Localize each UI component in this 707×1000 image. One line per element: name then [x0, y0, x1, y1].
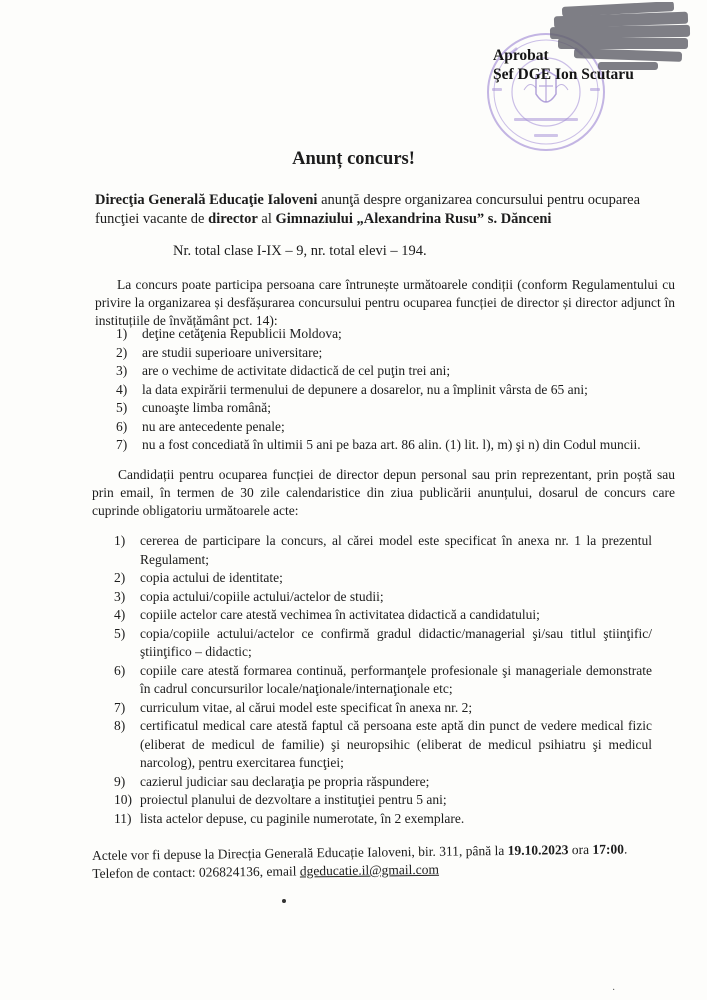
- organization-name: Direcţia Generală Educaţie Ialoveni: [95, 192, 318, 208]
- list-item-number: 9): [114, 773, 126, 789]
- list-item: [114, 699, 652, 718]
- conditions-list: [116, 325, 686, 455]
- list-item-number: 6): [114, 662, 126, 678]
- scan-mark: ·: [612, 985, 616, 996]
- footer-text-2: ora: [568, 841, 593, 858]
- list-item: [116, 436, 686, 455]
- documents-list: [114, 532, 652, 828]
- list-item-number: 1): [114, 533, 126, 548]
- email-label: , email: [259, 863, 300, 879]
- list-item-text: cererea de participare la concurs, al cărei model este specificat în anexa nr. 1 la prezentul Regulament;: [140, 533, 652, 567]
- list-item-text: are o vechime de activitate didactică de cel puţin trei ani;: [142, 363, 451, 378]
- footer-text-3: .: [623, 841, 628, 857]
- email-link[interactable]: dgeducatie.il@gmail.com: [299, 861, 440, 879]
- documents-intro: Candidații pentru ocuparea funcției de director depun personal sau prin reprezentant, prin poștă sau prin email, în termen de 30 zile calendaristice din ziua publicării anunțului, dosarul de concurs care cuprinde obligatoriu următoarele acte:: [92, 467, 675, 518]
- list-item-text: nu are antecedente penale;: [142, 418, 285, 434]
- list-item-text: deţine cetăţenia Republicii Moldova;: [142, 326, 342, 341]
- list-item: [116, 418, 686, 437]
- list-item: [116, 325, 686, 344]
- list-item-text: cunoaşte limba română;: [142, 400, 271, 415]
- list-item: [116, 362, 686, 381]
- list-item: [116, 381, 686, 400]
- ink-dot: [282, 899, 286, 903]
- list-item-number: 1): [116, 326, 128, 341]
- list-item-number: 11): [114, 810, 132, 826]
- list-item-number: 2): [116, 344, 128, 360]
- list-item: [114, 569, 652, 588]
- list-item: [114, 662, 652, 699]
- list-item-number: 5): [114, 625, 126, 641]
- list-item-number: 5): [116, 400, 128, 415]
- phone-label: Telefon de contact:: [92, 864, 200, 881]
- approval-signatory: Şef DGE Ion Scutaru: [493, 66, 634, 83]
- list-item: [114, 791, 652, 810]
- list-item-text: lista actelor depuse, cu paginile numerotate, în 2 exemplare.: [140, 810, 465, 826]
- list-item: [114, 773, 652, 792]
- list-item-text: certificatul medical care atestă faptul că persoana este aptă din punct de vedere medical fizic (eliberat de medicul de familie) şi neuropsihic (eliberat de medicul psihiatru şi medicul narcolog), pentru exercitarea funcţiei;: [140, 718, 652, 770]
- list-item-number: 7): [114, 699, 126, 715]
- approval-block: [493, 46, 634, 84]
- footer-text-1: Actele vor fi depuse la Direcția Generală Educație Ialoveni, bir. 311, până la: [92, 842, 508, 863]
- list-item-text: copiile care atestă formarea continuă, performanţele profesionale şi manageriale demonstrate în cadrul concursurilor locale/naţionale/internaţionale etc;: [140, 662, 652, 696]
- list-item-text: proiectul planului de dezvoltare a instituţiei pentru 5 ani;: [140, 792, 447, 807]
- school-stats: Nr. total clase I-IX – 9, nr. total elevi – 194.: [173, 243, 427, 259]
- list-item: [114, 532, 652, 569]
- list-item: [114, 625, 652, 662]
- list-item-number: 3): [114, 588, 126, 604]
- announcement-intro: [95, 191, 675, 229]
- submission-footer: [92, 840, 692, 883]
- list-item-text: copia/copiile actului/actelor ce confirmă gradul didactic/managerial şi/sau titlul ştiinţific/ştiinţifico – didactic;: [140, 625, 652, 659]
- list-item-number: 6): [116, 418, 128, 434]
- list-item-text: are studii superioare universitare;: [142, 344, 323, 360]
- school-name: Gimnaziului „Alexandrina Rusu” s. Dănceni: [275, 211, 552, 227]
- list-item: [116, 399, 686, 418]
- list-item-number: 7): [116, 437, 128, 452]
- list-item-text: cazierul judiciar sau declaraţia pe propria răspundere;: [140, 773, 430, 789]
- conditions-intro: La concurs poate participa persoana care întrunește următoarele condiții (conform Regulamentului cu privire la organizarea și desfășurarea concursului pentru ocuparea funcției de director și director adjunct în instituțiile de învățământ pct. 14):: [95, 277, 675, 328]
- list-item-text: copiile actelor care atestă vechimea în activitatea didactică a candidatului;: [140, 607, 540, 622]
- list-item-text: nu a fost concediată în ultimii 5 ani pe baza art. 86 alin. (1) lit. l), m) şi n) din Codul muncii.: [142, 437, 641, 452]
- list-item-number: 8): [114, 718, 126, 733]
- intro-text-2: al: [257, 211, 276, 227]
- deadline-date: 19.10.2023: [507, 842, 569, 858]
- list-item-text: copia actului de identitate;: [140, 570, 283, 585]
- intro-text-1: anunţă despre organizarea concursului pentru ocuparea funcţiei vacante de: [95, 192, 641, 227]
- list-item-text: copia actului/copiile actului/actelor de studii;: [140, 588, 384, 604]
- deadline-time: 17:00: [592, 841, 624, 857]
- list-item: [114, 606, 652, 625]
- list-item-text: la data expirării termenului de depunere a dosarelor, nu a împlinit vârsta de 65 ani;: [142, 381, 588, 397]
- position-name: director: [208, 211, 258, 227]
- list-item-text: curriculum vitae, al cărui model este specificat în anexa nr. 2;: [140, 699, 473, 715]
- list-item-number: 4): [116, 381, 128, 397]
- approval-label: Aprobat: [493, 47, 549, 64]
- list-item: [114, 588, 652, 607]
- phone-number: 026824136: [198, 863, 260, 880]
- list-item-number: 2): [114, 570, 126, 585]
- list-item-number: 3): [116, 363, 128, 378]
- page-title: Anunț concurs!: [292, 149, 415, 169]
- list-item-number: 4): [114, 607, 126, 622]
- list-item-number: 10): [114, 792, 132, 807]
- list-item: [116, 344, 686, 363]
- list-item: [114, 717, 652, 773]
- list-item: [114, 810, 652, 829]
